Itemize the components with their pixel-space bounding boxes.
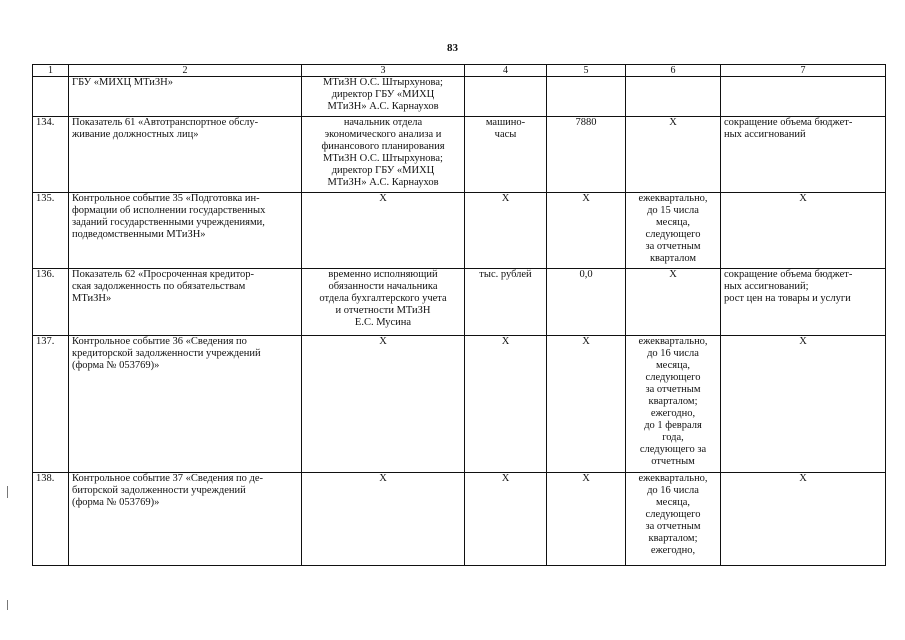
column-header: 6 [626,65,721,77]
table-row [33,77,886,117]
column-header: 4 [465,65,547,77]
cell-value: Х [547,336,626,473]
cell-num: 137. [33,336,69,473]
cell-deadline [626,77,721,117]
cell-unit: Х [465,193,547,269]
table-row [33,473,886,566]
margin-mark [7,486,8,498]
margin-mark [7,600,8,610]
cell-unit: Х [465,336,547,473]
cell-unit: машино- часы [465,117,547,193]
cell-value: 0,0 [547,269,626,336]
cell-deadline: ежеквартально, до 15 числа месяца, следующего за отчетным кварталом [626,193,721,269]
document-table [32,64,886,566]
cell-value [547,77,626,117]
cell-risks: Х [721,473,886,566]
cell-deadline: Х [626,117,721,193]
cell-responsible: МТиЗН О.С. Штырхунова; директор ГБУ «МИХЦ МТиЗН» А.С. Карнаухов [302,77,465,117]
table-row [33,117,886,193]
column-header: 3 [302,65,465,77]
cell-risks [721,77,886,117]
cell-unit: тыс. рублей [465,269,547,336]
cell-risks: сокращение объема бюджет- ных ассигнований [721,117,886,193]
cell-risks: Х [721,193,886,269]
cell-unit: Х [465,473,547,566]
cell-value: Х [547,473,626,566]
page-number: 83 [447,42,458,54]
cell-num [33,77,69,117]
cell-name: ГБУ «МИХЦ МТиЗН» [69,77,302,117]
column-header: 2 [69,65,302,77]
column-number-row [33,65,886,77]
cell-responsible: временно исполняющий обязанности начальника отдела бухгалтерского учета и отчетности МТиЗН Е.С. Мусина [302,269,465,336]
cell-risks: сокращение объема бюджет- ных ассигнований; рост цен на товары и услуги [721,269,886,336]
cell-deadline: Х [626,269,721,336]
cell-name: Контрольное событие 36 «Сведения по кредиторской задолженности учреждений (форма № 053769)» [69,336,302,473]
cell-unit [465,77,547,117]
cell-num: 136. [33,269,69,336]
table-row [33,336,886,473]
cell-num: 138. [33,473,69,566]
table-row [33,269,886,336]
cell-name: Контрольное событие 35 «Подготовка ин- формации об исполнении государственных заданий государственными учреждениями, подведомственными МТиЗН» [69,193,302,269]
cell-name: Контрольное событие 37 «Сведения по де- биторской задолженности учреждений (форма № 053769)» [69,473,302,566]
column-header: 1 [33,65,69,77]
table-row [33,193,886,269]
column-header: 7 [721,65,886,77]
cell-deadline: ежеквартально, до 16 числа месяца, следующего за отчетным кварталом; ежегодно, [626,473,721,566]
cell-name: Показатель 62 «Просроченная кредитор- ская задолженность по обязательствам МТиЗН» [69,269,302,336]
cell-value: 7880 [547,117,626,193]
cell-num: 135. [33,193,69,269]
cell-risks: Х [721,336,886,473]
cell-responsible: начальник отдела экономического анализа и финансового планирования МТиЗН О.С. Штырхунова; директор ГБУ «МИХЦ МТиЗН» А.С. Карнаухов [302,117,465,193]
column-header: 5 [547,65,626,77]
cell-responsible: Х [302,473,465,566]
cell-responsible: Х [302,193,465,269]
cell-deadline: ежеквартально, до 16 числа месяца, следующего за отчетным кварталом; ежегодно, до 1 февраля года, следующего за отчетным [626,336,721,473]
cell-name: Показатель 61 «Автотранспортное обслу- живание должностных лиц» [69,117,302,193]
cell-num: 134. [33,117,69,193]
cell-responsible: Х [302,336,465,473]
cell-value: Х [547,193,626,269]
